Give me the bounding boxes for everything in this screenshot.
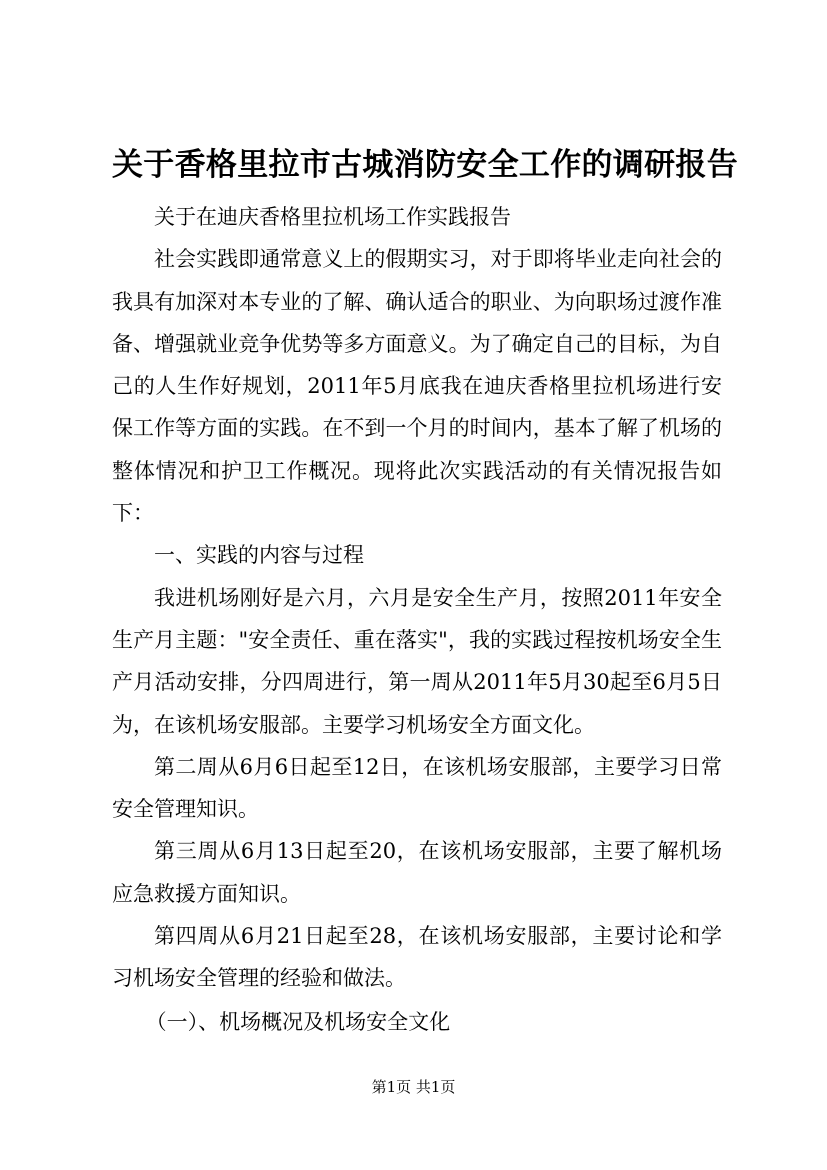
subtitle-paragraph: 关于在迪庆香格里拉机场工作实践报告 bbox=[154, 205, 511, 229]
paragraph-process: 我进机场刚好是六月，六月是安全生产月，按照2011年安全生产月主题："安全责任、重在落实"，我的实践过程按机场安全生产月活动安排，分四周进行，第一周从2011年5月30起至6月5日为，在该机场安服部。主要学习机场安全方面文化。 bbox=[112, 585, 722, 737]
section-heading: 一、实践的内容与过程 bbox=[154, 543, 364, 568]
subsection-heading: （一）、机场概况及机场安全文化 bbox=[145, 1009, 451, 1034]
page-footer: 第1页 共1页 bbox=[371, 1078, 456, 1096]
document-title: 关于香格里拉市古城消防安全工作的调研报告 bbox=[112, 147, 738, 183]
paragraph-week-three: 第三周从6月13日起至20，在该机场安服部，主要了解机场应急救援方面知识。 bbox=[112, 839, 722, 906]
paragraph-week-two: 第二周从6月6日起至12日，在该机场安服部，主要学习日常安全管理知识。 bbox=[112, 754, 722, 822]
document-body bbox=[112, 196, 722, 1043]
paragraph-intro: 社会实践即通常意义上的假期实习，对于即将毕业走向社会的我具有加深对本专业的了解、确认适合的职业、为向职场过渡作准备、增强就业竞争优势等多方面意义。为了确定自己的目标，为自己的人生作好规划，2011年5月底我在迪庆香格里拉机场进行安保工作等方面的实践。在不到一个月的时间内，基本了解了机场的整体情况和护卫工作概况。现将此次实践活动的有关情况报告如下： bbox=[112, 247, 722, 526]
paragraph-week-four: 第四周从6月21日起至28，在该机场安服部，主要讨论和学习机场安全管理的经验和做法。 bbox=[112, 924, 722, 991]
